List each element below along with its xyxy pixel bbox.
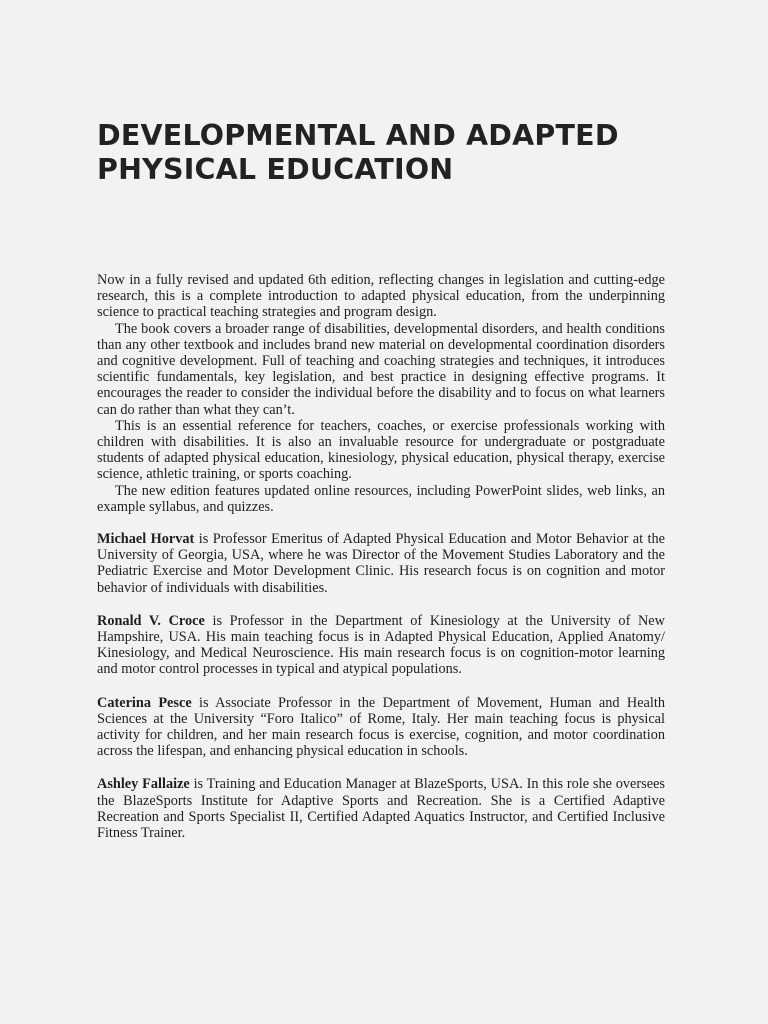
author-bio-text: is Professor in the Department of Kinesiology at the University of New Hampshire, USA. His main teaching focus is in Adapted Physical Education, Applied Anatomy/ Kinesiology, and Medical Neuroscience. His main research focus is on cognition-motor learning and motor control processes in typical and atypical populations. <box>97 612 665 678</box>
author-name: Ronald V. Croce <box>97 612 205 629</box>
author-bio-croce <box>97 613 665 678</box>
author-bio-fallaize <box>97 776 665 841</box>
author-bio-pesce <box>97 695 665 760</box>
description-paragraph-1: Now in a fully revised and updated 6th edition, reflecting changes in legislation and cutting-edge research, this is a complete introduction to adapted physical education, from the underpinning science to practical teaching strategies and program design. <box>97 272 665 321</box>
description-paragraph-4: The new edition features updated online resources, including PowerPoint slides, web links, an example syllabus, and quizzes. <box>97 482 665 515</box>
description-paragraph-3: This is an essential reference for teachers, coaches, or exercise professionals working with children with disabilities. It is also an invaluable resource for undergraduate or postgraduate students of adapted physical education, kinesiology, physical education, physical therapy, exercise science, athletic training, or sports coaching. <box>97 417 665 483</box>
author-bio-text: is Professor Emeritus of Adapted Physical Education and Motor Behavior at the University of Georgia, USA, where he was Director of the Movement Studies Laboratory and the Pediatric Exercise and Motor Development Clinic. His research focus is on cognition and motor behavior of individuals with disabilities. <box>97 531 665 596</box>
author-bio-horvat <box>97 531 665 596</box>
book-title <box>97 119 657 187</box>
book-description-body <box>97 272 665 841</box>
book-title-line-1: DEVELOPMENTAL AND ADAPTED <box>97 119 619 152</box>
description-paragraph-2: The book covers a broader range of disabilities, developmental disorders, and health conditions than any other textbook and includes brand new material on developmental coordination disorders and cognitive development. Full of teaching and coaching strategies and techniques, it introduces scientific fundamentals, key legislation, and best practice in designing effective programs. It encourages the reader to consider the individual before the disability and to focus on what learners can do rather than what they can’t. <box>97 320 665 418</box>
author-name: Caterina Pesce <box>97 694 192 711</box>
author-name: Michael Horvat <box>97 531 195 548</box>
author-bio-text: is Training and Education Manager at BlazeSports, USA. In this role she oversees the BlazeSports Institute for Adaptive Sports and Recreation. She is a Certified Adaptive Recreation and Sports Specialist II, Certified Adapted Aquatics Instructor, and Certified Inclusive Fitness Trainer. <box>97 776 665 842</box>
author-bio-text: is Associate Professor in the Department of Movement, Human and Health Sciences at the University “Foro Italico” of Rome, Italy. Her main teaching focus is physical activity for children, and her main research focus is exercise, cognition, and motor coordination across the lifespan, and enhancing physical education in schools. <box>97 694 665 760</box>
author-name: Ashley Fallaize <box>97 776 190 793</box>
book-title-line-2: PHYSICAL EDUCATION <box>97 153 454 186</box>
